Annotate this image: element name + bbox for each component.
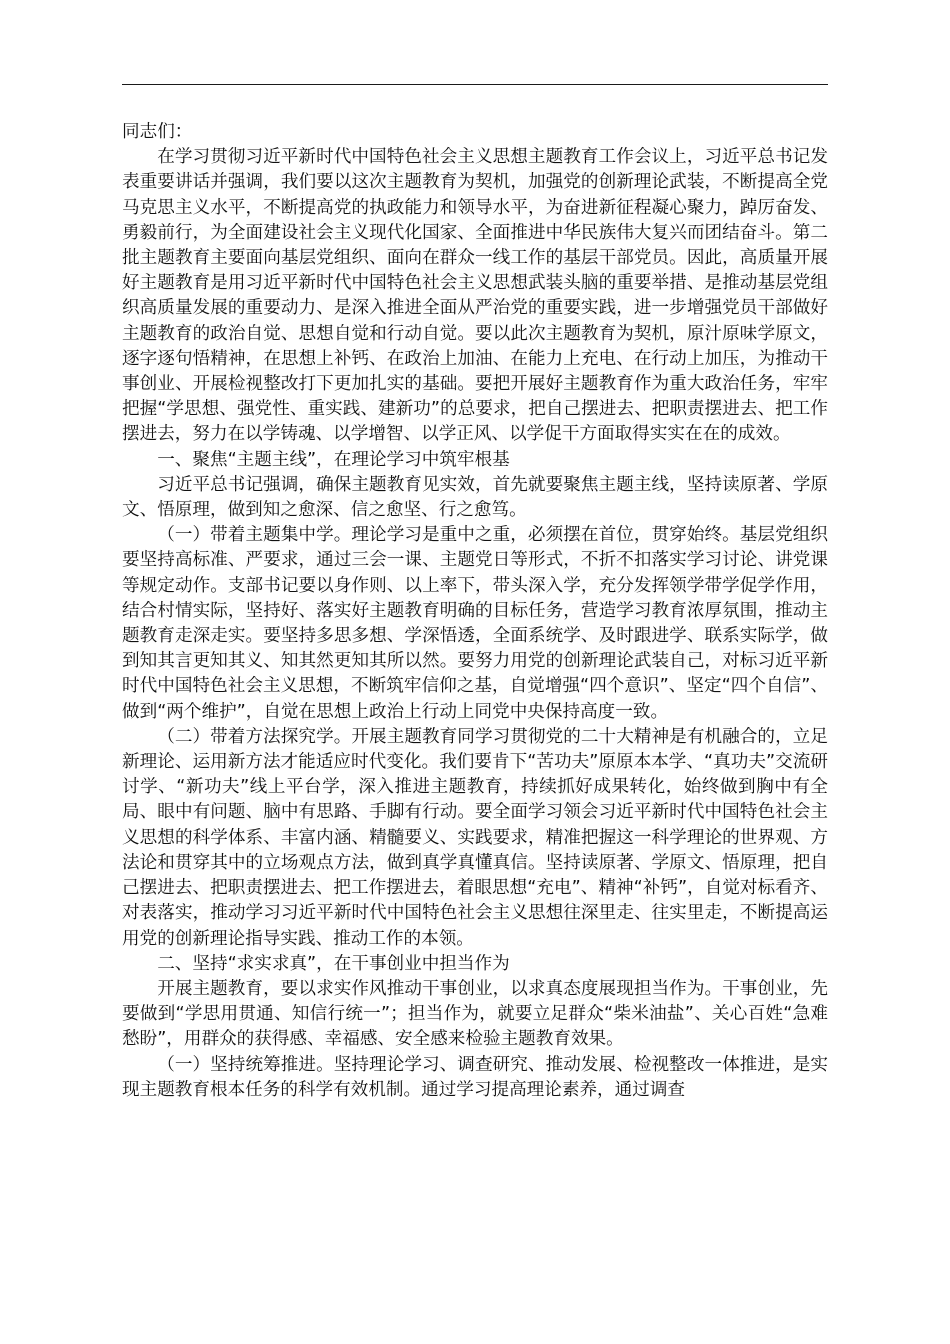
salutation: 同志们： [122, 122, 193, 142]
paragraph: （一）坚持统筹推进。坚持理论学习、调查研究、推动发展、检视整改一体推进，是实现主题教育根本任务的科学有效机制。通过学习提高理论素养，通过调查 [122, 1054, 828, 1100]
paragraph: （一）带着主题集中学。理论学习是重中之重，必须摆在首位，贯穿始终。基层党组织要坚持高标准、严要求，通过三会一课、主题党日等形式，不折不扣落实学习讨论、讲党课等规定动作。支部书记要以身作则、以上率下，带头深入学，充分发挥领学带学促学作用，结合村情实际，坚持好、落实好主题教育明确的目标任务，营造学习教育浓厚氛围，推动主题教育走深走实。要坚持多思多想、学深悟透，全面系统学、及时跟进学、联系实际学，做到知其言更知其义、知其然更知其所以然。要努力用党的创新理论武装自己，对标习近平新时代中国特色社会主义思想，不断筑牢信仰之基，自觉增强“四个意识”、坚定“四个自信”、做到“两个维护”，自觉在思想上政治上行动上同党中央保持高度一致。 [122, 525, 828, 722]
paragraph: 习近平总书记强调，确保主题教育见实效，首先就要聚焦主题主线，坚持读原著、学原文、悟原理，做到知之愈深、信之愈坚、行之愈笃。 [122, 474, 828, 521]
paragraph: 开展主题教育，要以求实作风推动干事创业，以求真态度展现担当作为。干事创业，先要做到“学思用贯通、知信行统一”；担当作为，就要立足群众“柴米油盐”、关心百姓“急难愁盼”，用群众的获得感、幸福感、安全感来检验主题教育效果。 [122, 978, 828, 1050]
intro-paragraph: 在学习贯彻习近平新时代中国特色社会主义思想主题教育工作会议上，习近平总书记发表重要讲话并强调，我们要以这次主题教育为契机，加强党的创新理论武装，不断提高全党马克思主义水平，不断提高党的执政能力和领导水平，为奋进新征程凝心聚力，踔厉奋发、勇毅前行，为全面建设社会主义现代化国家、全面推进中华民族伟大复兴而团结奋斗。第二批主题教育主要面向基层党组织、面向在群众一线工作的基层干部党员。因此，高质量开展好主题教育是用习近平新时代中国特色社会主义思想武装头脑的重要举措、是推动基层党组织高质量发展的重要动力、是深入推进全面从严治党的重要实践，进一步增强党员干部做好主题教育的政治自觉、思想自觉和行动自觉。要以此次主题教育为契机，原汁原味学原文，逐字逐句悟精神，在思想上补钙、在政治上加油、在能力上充电、在行动上加压，为推动干事创业、开展检视整改打下更加扎实的基础。要把开展好主题教育作为重大政治任务，牢牢把握“学思想、强党性、重实践、建新功”的总要求，把自己摆进去、把职责摆进去、把工作摆进去，努力在以学铸魂、以学增智、以学正风、以学促干方面取得实实在在的成效。 [122, 147, 828, 445]
section-heading-2: 二、坚持“求实求真”，在干事创业中担当作为 [157, 953, 510, 974]
section-heading-1: 一、聚焦“主题主线”，在理论学习中筑牢根基 [157, 449, 510, 470]
header-rule [122, 84, 828, 85]
paragraph: （二）带着方法探究学。开展主题教育同学习贯彻党的二十大精神是有机融合的，立足新理论、运用新方法才能适应时代变化。我们要肯下“苦功夫”原原本本学、“真功夫”交流研讨学、“新功夫”线上平台学，深入推进主题教育，持续抓好成果转化，始终做到胸中有全局、眼中有问题、脑中有思路、手脚有行动。要全面学习领会习近平新时代中国特色社会主义思想的科学体系、丰富内涵、精髓要义、实践要求，精准把握这一科学理论的世界观、方法论和贯穿其中的立场观点方法，做到真学真懂真信。坚持读原著、学原文、悟原理，把自己摆进去、把职责摆进去、把工作摆进去，着眼思想“充电”、精神“补钙”，自觉对标看齐、对表落实，推动学习习近平新时代中国特色社会主义思想往深里走、往实里走，不断提高运用党的创新理论指导实践、推动工作的本领。 [122, 726, 828, 949]
document-body [122, 120, 828, 1103]
